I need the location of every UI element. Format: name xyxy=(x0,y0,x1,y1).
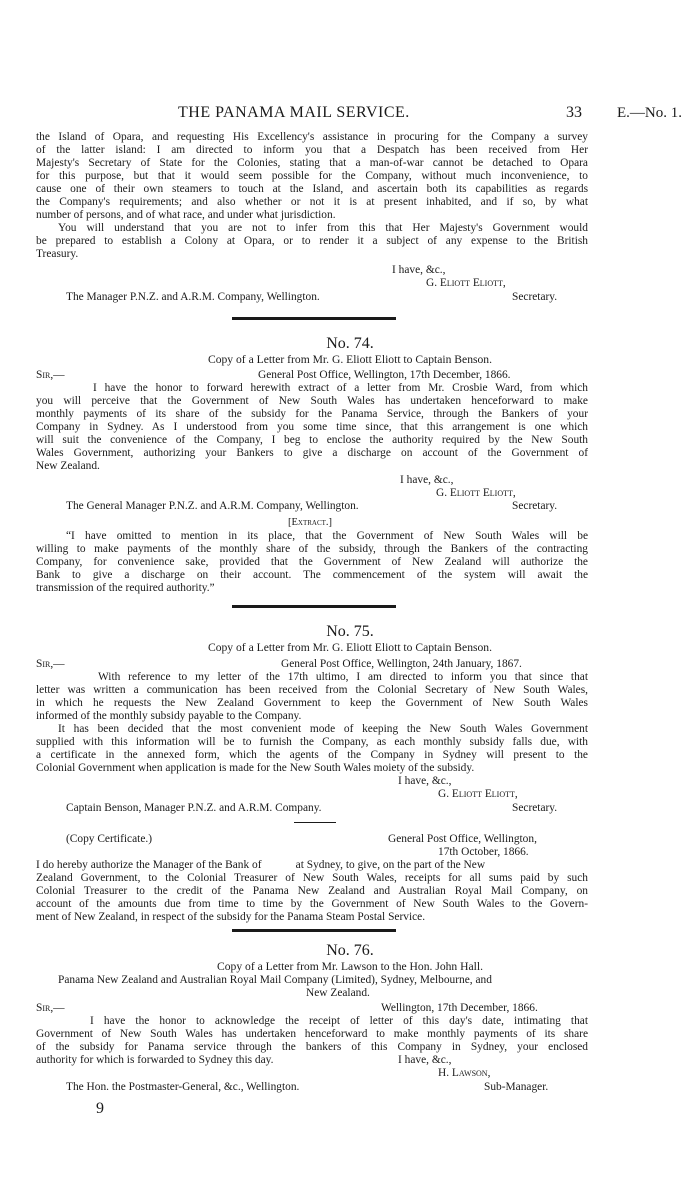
signatory: G. Eliott Eliott, xyxy=(436,487,516,499)
body-line: monthly payments of its share of the subsidy for the Panama Service, through the Bankers of your xyxy=(36,408,588,420)
document-reference: E.—No. 1. xyxy=(617,105,682,121)
body-line: the Company's requirements; and also whether or not it is at present inhabited, and if so, by what xyxy=(36,196,588,208)
body-line: will suit the convenience of the Company, I beg to enclose the authority required by the New South xyxy=(36,434,588,446)
body-line: the Island of Opara, and requesting His Excellency's assistance in procuring for the Company a survey xyxy=(36,131,588,143)
signatory: H. Lawson, xyxy=(438,1067,491,1079)
short-divider xyxy=(294,822,336,823)
letter-number: No. 74. xyxy=(326,335,374,352)
page-number: 33 xyxy=(566,104,582,121)
letter-caption: Copy of a Letter from Mr. G. Eliott Eliott to Captain Benson. xyxy=(207,641,492,654)
body-line: for this purpose, but that it would seem possible for the Company, without much inconvenience, to xyxy=(36,170,588,182)
letter-number: No. 75. xyxy=(326,623,374,640)
addressee: The Hon. the Postmaster-General, &c., Wellington. xyxy=(66,1081,300,1093)
salutation: Sir,— xyxy=(36,1002,65,1014)
letter-number: No. 76. xyxy=(326,942,374,959)
body-line: Government of New South Wales has undertaken henceforward to make monthly payments of its share xyxy=(36,1028,588,1040)
body-line: Majesty's Secretary of State for the Colonies, stating that a man-of-war cannot be detached to Opara xyxy=(36,157,588,169)
body-line: Zealand Government, to the Colonial Treasurer of New South Wales, receipts for all sums paid by such xyxy=(36,872,588,884)
company-line: New Zealand. xyxy=(306,987,370,999)
page-header-title: THE PANAMA MAIL SERVICE. xyxy=(178,104,410,121)
body-line: of the latter island: I am directed to inform you that a Despatch has been received from Her xyxy=(36,144,588,156)
signatory-title: Sub-Manager. xyxy=(484,1081,549,1093)
dateline: Wellington, 17th December, 1866. xyxy=(381,1002,538,1014)
body-line: With reference to my letter of the 17th ultimo, I am directed to inform you that since that xyxy=(98,671,588,683)
body-line: be prepared to establish a Colony at Opara, or to render it a subject of any expense to the British xyxy=(36,235,588,247)
body-line: authority for which is forwarded to Sydney this day. xyxy=(36,1054,274,1066)
body-line: It has been decided that the most convenient mode of keeping the New South Wales Government xyxy=(58,723,588,735)
signatory-title: Secretary. xyxy=(512,500,558,512)
closing: I have, &c., xyxy=(398,1054,452,1066)
body-line: Wales Government, authorizing your Bankers to give a discharge on account of the Government of xyxy=(36,447,588,459)
addressee: Captain Benson, Manager P.N.Z. and A.R.M. Company. xyxy=(66,802,322,814)
body-line: New Zealand. xyxy=(36,460,100,472)
letter-caption: Copy of a Letter from Mr. Lawson to the Hon. John Hall. xyxy=(217,960,483,973)
body-line xyxy=(36,859,588,872)
body-line: number of persons, and of what race, and under what jurisdiction. xyxy=(36,209,336,221)
body-line: Treasury. xyxy=(36,248,79,260)
salutation: Sir,— xyxy=(36,369,65,381)
dateline: General Post Office, Wellington, 17th December, 1866. xyxy=(258,369,511,381)
body-line: You will understand that you are not to infer from this that Her Majesty's Government would xyxy=(58,222,588,234)
body-line: cause one of their own steamers to touch at the Island, and ascertain both its capabilities as regards xyxy=(36,183,588,195)
certificate-date: 17th October, 1866. xyxy=(438,846,529,858)
body-line: transmission of the required authority.” xyxy=(36,582,215,594)
body-line: letter was written a communication has been received from the Colonial Secretary of New South Wales, xyxy=(36,684,588,696)
certificate-label: (Copy Certificate.) xyxy=(66,833,153,845)
certificate-place: General Post Office, Wellington, xyxy=(388,833,537,845)
certificate-line-text: I do hereby authorize the Manager of the Bank of at Sydney, to give, on the part of the New xyxy=(36,859,486,871)
body-line: ment of New Zealand, in respect of the subsidy for the Panama Steam Postal Service. xyxy=(36,911,426,923)
section-divider xyxy=(232,317,396,320)
letter-caption: Copy of a Letter from Mr. G. Eliott Eliott to Captain Benson. xyxy=(207,353,492,366)
closing: I have, &c., xyxy=(400,474,454,486)
body-line: willing to make payments of the monthly share of the subsidy, through the Bankers of the contracting xyxy=(36,543,588,555)
body-line: Company in Sydney. As I understood from you some time since, that this arrangement is one which xyxy=(36,421,588,433)
body-line: a certificate in the annexed form, which the agents of the Company in Sydney will present to the xyxy=(36,749,588,761)
body-line: I have the honor to acknowledge the receipt of letter of this day's date, intimating that xyxy=(90,1015,588,1027)
body-line: Company, for convenience sake, provided that the Government of New Zealand will authorize the xyxy=(36,556,588,568)
dateline: General Post Office, Wellington, 24th January, 1867. xyxy=(281,658,522,670)
body-line: informed of the monthly subsidy payable to the Company. xyxy=(36,710,302,722)
signatory-title: Secretary. xyxy=(512,802,558,814)
signatory: G. Eliott Eliott, xyxy=(426,277,506,289)
addressee: The Manager P.N.Z. and A.R.M. Company, Wellington. xyxy=(66,291,320,303)
signatory: G. Eliott Eliott, xyxy=(438,788,518,800)
body-line: “I have omitted to mention in its place, that the Government of New South Wales will be xyxy=(66,530,588,542)
body-line: supplied with this information will be to furnish the Company, as each monthly subsidy falls due, with xyxy=(36,736,588,748)
salutation: Sir,— xyxy=(36,658,65,670)
company-line: Panama New Zealand and Australian Royal Mail Company (Limited), Sydney, Melbourne, and xyxy=(58,974,492,986)
signatory-title: Secretary. xyxy=(512,291,558,303)
addressee: The General Manager P.N.Z. and A.R.M. Company, Wellington. xyxy=(66,500,359,512)
body-line: account of the amounts due from time to time by the Government of New South Wales to the Govern- xyxy=(36,898,588,910)
closing: I have, &c., xyxy=(398,775,452,787)
section-divider xyxy=(232,929,396,932)
body-line: of the subsidy for Panama service through the bankers of this Company in Sydney, your enclosed xyxy=(36,1041,588,1053)
body-line: I have the honor to forward herewith extract of a letter from Mr. Crosbie Ward, from which xyxy=(93,382,588,394)
section-divider xyxy=(232,605,396,608)
closing: I have, &c., xyxy=(392,264,446,276)
body-line: Bank to give a discharge on their account. The commencement of the system will await the xyxy=(36,569,588,581)
body-line: in which he requests the New Zealand Government to keep the Government of New South Wales xyxy=(36,697,588,709)
body-line: you will perceive that the Government of New South Wales has undertaken henceforward to make xyxy=(36,395,588,407)
extract-label: [Extract.] xyxy=(288,517,333,528)
signature-mark: 9 xyxy=(96,1100,104,1117)
body-line: Colonial Government when application is made for the New South Wales moiety of the subsidy. xyxy=(36,762,475,774)
body-line: Colonial Treasurer to the credit of the Panama New Zealand and Australian Royal Mail Company, on xyxy=(36,885,588,897)
